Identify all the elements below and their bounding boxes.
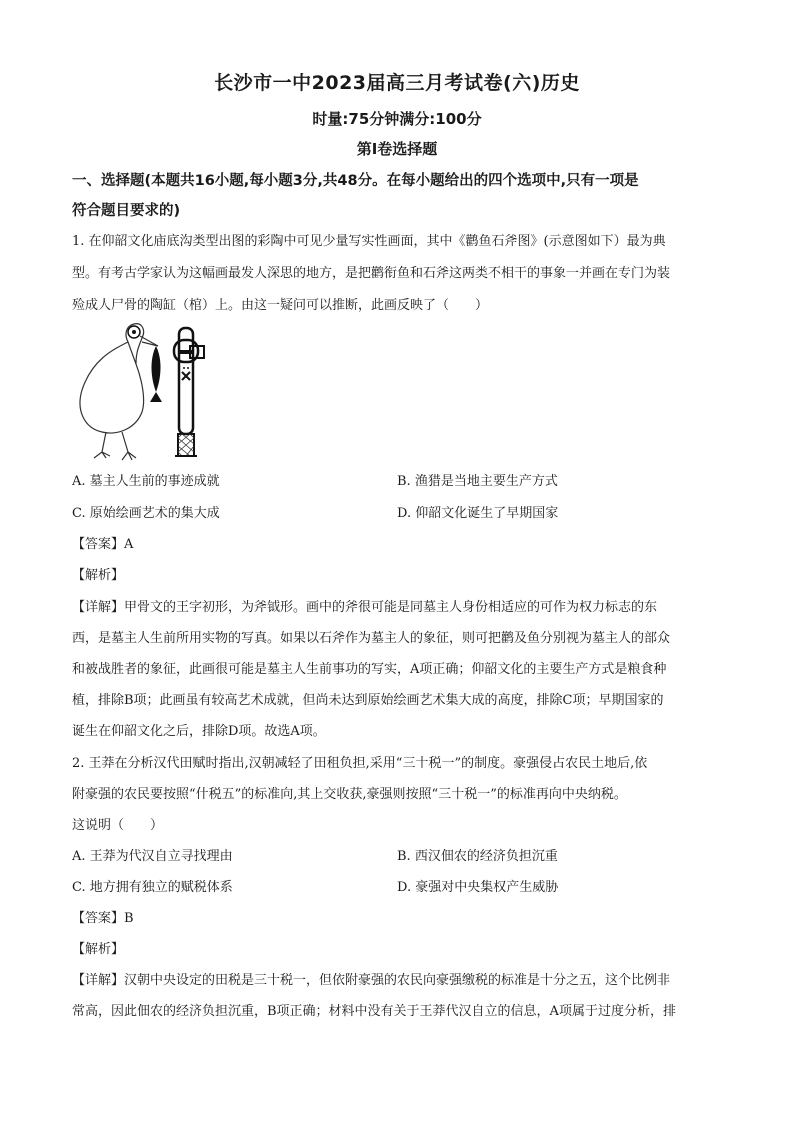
q1-analysis-tag: 【解析】 <box>72 568 125 583</box>
q1-detail-line: 诞生在仰韶文化之后，排除D项。故选A项。 <box>72 724 326 739</box>
q2-stem-line: 附豪强的农民要按照“什税五”的标准向,其上交收获,豪强则按照“三十税一”的标准再向中央纳税。 <box>72 787 627 802</box>
q1-stem-line: 型。有考古学家认为这幅画最发人深思的地方，是把鹳衔鱼和石斧这两类不相干的事象一并画在专门为装 <box>72 266 671 281</box>
q1-option-d[interactable]: D. 仰韶文化诞生了早期国家 <box>397 506 559 521</box>
part-heading-line-2: 符合题目要求的) <box>72 203 181 219</box>
q2-stem-line: 2. 王莽在分析汉代田赋时指出,汉朝减轻了田租负担,采用“三十税一”的制度。豪强侵占农民土地后,依 <box>72 756 648 771</box>
q2-option-a[interactable]: A. 王莽为代汉自立寻找理由 <box>72 849 233 864</box>
q2-option-d[interactable]: D. 豪强对中央集权产生威胁 <box>397 880 559 895</box>
q2-option-b[interactable]: B. 西汉佃农的经济负担沉重 <box>397 849 558 864</box>
exam-title: 长沙市一中2023届高三月考试卷(六)历史 <box>214 72 580 94</box>
q1-answer: 【答案】A <box>72 537 134 552</box>
q2-answer: 【答案】B <box>72 911 134 926</box>
q1-detail-line: 植，排除B项；此画虽有较高艺术成就，但尚未达到原始绘画艺术集大成的高度，排除C项；早期国家的 <box>72 693 664 708</box>
q1-option-a[interactable]: A. 墓主人生前的事迹成就 <box>72 474 220 489</box>
q1-option-c[interactable]: C. 原始绘画艺术的集大成 <box>72 506 220 521</box>
q2-analysis-tag: 【解析】 <box>72 942 125 957</box>
q1-detail-line: 西，是墓主人生前所用实物的写真。如果以石斧作为墓主人的象征，则可把鹳及鱼分别视为墓主人的部众 <box>72 631 671 646</box>
stork-fish-stone-axe-figure <box>72 320 212 470</box>
q2-detail-line: 【详解】汉朝中央设定的田税是三十税一，但依附豪强的农民向豪强缴税的标准是十分之五，这个比例非 <box>72 973 671 988</box>
q1-detail-line: 和被战胜者的象征，此画很可能是墓主人生前事功的写实，A项正确；仰韶文化的主要生产方式是粮食种 <box>72 662 667 677</box>
part-heading-line-1: 一、选择题(本题共16小题,每小题3分,共48分。在每小题给出的四个选项中,只有一项是 <box>72 173 639 189</box>
q1-stem-line: 殓成人尸骨的陶缸（棺）上。由这一疑问可以推断，此画反映了（ ） <box>72 298 489 313</box>
section-title: 第I卷选择题 <box>356 140 438 158</box>
q1-detail-line: 【详解】甲骨文的王字初形，为斧钺形。画中的斧很可能是同墓主人身份相适应的可作为权力标志的东 <box>72 600 658 615</box>
q1-stem-line: 1. 在仰韶文化庙底沟类型出图的彩陶中可见少量写实性画面，其中《鹳鱼石斧图》(示意图如下）最为典 <box>72 234 666 249</box>
q2-detail-line: 常高，因此佃农的经济负担沉重，B项正确；材料中没有关于王莽代汉自立的信息，A项属于过度分析，排 <box>72 1004 676 1019</box>
q1-option-b[interactable]: B. 渔猎是当地主要生产方式 <box>397 474 558 489</box>
exam-time-score: 时量:75分钟满分:100分 <box>312 110 482 128</box>
q2-stem-line: 这说明（ ） <box>72 818 164 833</box>
q2-option-c[interactable]: C. 地方拥有独立的赋税体系 <box>72 880 233 895</box>
